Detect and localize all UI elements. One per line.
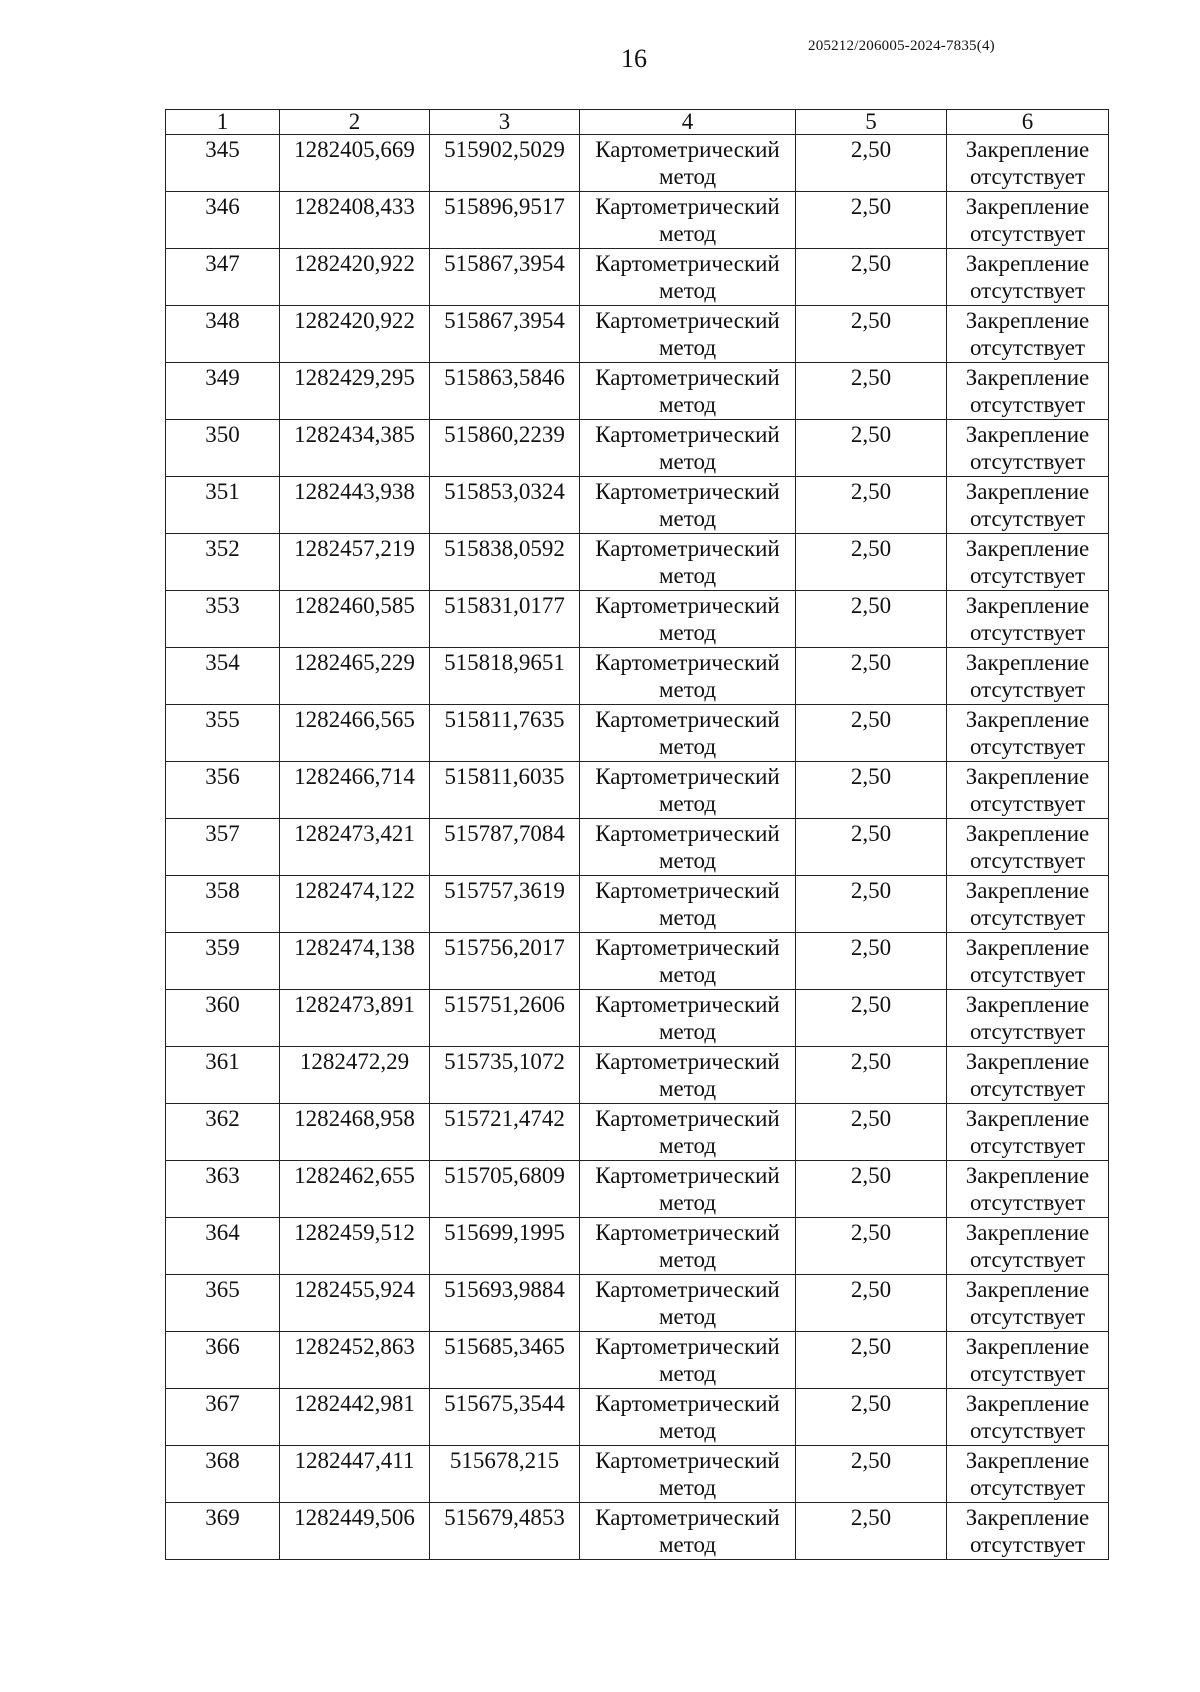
fixation-line-2: отсутствует [969, 1361, 1086, 1386]
fixation-line-2: отсутствует [969, 1019, 1086, 1044]
table-row [166, 1218, 1109, 1275]
accuracy-cell: 2,50 [796, 591, 947, 648]
accuracy-cell: 2,50 [796, 819, 947, 876]
accuracy-cell: 2,50 [796, 1446, 947, 1503]
point-number-cell: 366 [166, 1332, 280, 1389]
point-number-cell: 355 [166, 705, 280, 762]
method-line-1: Картометрический [595, 1163, 780, 1188]
x-coordinate-cell: 1282405,669 [280, 135, 430, 192]
x-coordinate-cell: 1282457,219 [280, 534, 430, 591]
fixation-line-1: Закрепление [965, 1163, 1090, 1188]
method-line-2: метод [658, 278, 717, 303]
accuracy-cell: 2,50 [796, 534, 947, 591]
method-cell [580, 1047, 796, 1104]
method-cell [580, 933, 796, 990]
y-coordinate-cell: 515735,1072 [430, 1047, 580, 1104]
x-coordinate-cell: 1282466,714 [280, 762, 430, 819]
table-row [166, 1275, 1109, 1332]
method-cell [580, 1446, 796, 1503]
method-line-2: метод [658, 164, 717, 189]
fixation-line-1: Закрепление [965, 308, 1090, 333]
x-coordinate-cell: 1282466,565 [280, 705, 430, 762]
table-row [166, 534, 1109, 591]
fixation-line-2: отсутствует [969, 506, 1086, 531]
page-number: 16 [621, 44, 647, 73]
table-header-row [166, 110, 1109, 135]
point-number-cell: 352 [166, 534, 280, 591]
method-cell [580, 420, 796, 477]
fixation-line-2: отсутствует [969, 1133, 1086, 1158]
y-coordinate-cell: 515756,2017 [430, 933, 580, 990]
method-line-2: метод [658, 1019, 717, 1044]
method-cell [580, 534, 796, 591]
y-coordinate-cell: 515721,4742 [430, 1104, 580, 1161]
table-row [166, 249, 1109, 306]
method-line-2: метод [658, 962, 717, 987]
fixation-cell [947, 990, 1109, 1047]
accuracy-cell: 2,50 [796, 990, 947, 1047]
fixation-line-1: Закрепление [965, 137, 1090, 162]
method-line-1: Картометрический [595, 536, 780, 561]
fixation-cell [947, 1047, 1109, 1104]
accuracy-cell: 2,50 [796, 1503, 947, 1560]
fixation-line-1: Закрепление [965, 707, 1090, 732]
method-cell [580, 876, 796, 933]
fixation-cell [947, 135, 1109, 192]
fixation-cell [947, 192, 1109, 249]
accuracy-cell: 2,50 [796, 1218, 947, 1275]
y-coordinate-cell: 515896,9517 [430, 192, 580, 249]
method-cell [580, 249, 796, 306]
table-row [166, 192, 1109, 249]
x-coordinate-cell: 1282443,938 [280, 477, 430, 534]
table-row [166, 477, 1109, 534]
fixation-line-2: отсутствует [969, 1190, 1086, 1215]
accuracy-cell: 2,50 [796, 420, 947, 477]
column-header: 1 [166, 110, 280, 135]
point-number-cell: 345 [166, 135, 280, 192]
point-number-cell: 356 [166, 762, 280, 819]
fixation-line-2: отсутствует [969, 278, 1086, 303]
method-cell [580, 1332, 796, 1389]
table-row [166, 1047, 1109, 1104]
column-header: 2 [280, 110, 430, 135]
method-line-2: метод [658, 335, 717, 360]
method-cell [580, 1104, 796, 1161]
table-row [166, 1389, 1109, 1446]
document-id: 205212/206005-2024-7835(4) [808, 38, 995, 54]
point-number-cell: 360 [166, 990, 280, 1047]
method-line-2: метод [658, 1475, 717, 1500]
fixation-cell [947, 819, 1109, 876]
method-line-1: Картометрический [595, 935, 780, 960]
point-number-cell: 358 [166, 876, 280, 933]
x-coordinate-cell: 1282452,863 [280, 1332, 430, 1389]
table-row [166, 1104, 1109, 1161]
table-row [166, 1446, 1109, 1503]
x-coordinate-cell: 1282473,421 [280, 819, 430, 876]
method-cell [580, 477, 796, 534]
x-coordinate-cell: 1282447,411 [280, 1446, 430, 1503]
fixation-cell [947, 1104, 1109, 1161]
fixation-line-1: Закрепление [965, 1334, 1090, 1359]
fixation-line-1: Закрепление [965, 821, 1090, 846]
x-coordinate-cell: 1282473,891 [280, 990, 430, 1047]
y-coordinate-cell: 515679,4853 [430, 1503, 580, 1560]
fixation-cell [947, 1446, 1109, 1503]
accuracy-cell: 2,50 [796, 1332, 947, 1389]
point-number-cell: 346 [166, 192, 280, 249]
method-cell [580, 990, 796, 1047]
method-line-2: метод [658, 620, 717, 645]
fixation-line-2: отсутствует [969, 221, 1086, 246]
method-line-1: Картометрический [595, 1448, 780, 1473]
table-row [166, 420, 1109, 477]
accuracy-cell: 2,50 [796, 135, 947, 192]
fixation-line-2: отсутствует [969, 1304, 1086, 1329]
method-line-1: Картометрический [595, 1505, 780, 1530]
table-row [166, 705, 1109, 762]
table-body [166, 135, 1109, 1560]
table-row [166, 933, 1109, 990]
y-coordinate-cell: 515757,3619 [430, 876, 580, 933]
fixation-cell [947, 1161, 1109, 1218]
fixation-line-2: отсутствует [969, 164, 1086, 189]
y-coordinate-cell: 515863,5846 [430, 363, 580, 420]
fixation-cell [947, 933, 1109, 990]
method-line-1: Картометрический [595, 194, 780, 219]
fixation-line-1: Закрепление [965, 1049, 1090, 1074]
fixation-line-1: Закрепление [965, 479, 1090, 504]
method-line-2: метод [658, 449, 717, 474]
point-number-cell: 354 [166, 648, 280, 705]
method-line-2: метод [658, 905, 717, 930]
fixation-line-1: Закрепление [965, 1277, 1090, 1302]
fixation-line-1: Закрепление [965, 650, 1090, 675]
y-coordinate-cell: 515811,7635 [430, 705, 580, 762]
method-line-2: метод [658, 734, 717, 759]
table-row [166, 306, 1109, 363]
method-line-2: метод [658, 1361, 717, 1386]
point-number-cell: 350 [166, 420, 280, 477]
method-line-2: метод [658, 1190, 717, 1215]
accuracy-cell: 2,50 [796, 192, 947, 249]
accuracy-cell: 2,50 [796, 1047, 947, 1104]
fixation-cell [947, 1332, 1109, 1389]
method-cell [580, 648, 796, 705]
table-row [166, 591, 1109, 648]
x-coordinate-cell: 1282455,924 [280, 1275, 430, 1332]
y-coordinate-cell: 515685,3465 [430, 1332, 580, 1389]
method-line-2: метод [658, 392, 717, 417]
point-number-cell: 365 [166, 1275, 280, 1332]
y-coordinate-cell: 515699,1995 [430, 1218, 580, 1275]
fixation-cell [947, 534, 1109, 591]
method-cell [580, 819, 796, 876]
point-number-cell: 362 [166, 1104, 280, 1161]
fixation-cell [947, 591, 1109, 648]
method-line-2: метод [658, 1247, 717, 1272]
method-line-2: метод [658, 848, 717, 873]
point-number-cell: 364 [166, 1218, 280, 1275]
table-row [166, 990, 1109, 1047]
x-coordinate-cell: 1282434,385 [280, 420, 430, 477]
table-row [166, 1332, 1109, 1389]
accuracy-cell: 2,50 [796, 933, 947, 990]
accuracy-cell: 2,50 [796, 705, 947, 762]
y-coordinate-cell: 515838,0592 [430, 534, 580, 591]
method-line-2: метод [658, 791, 717, 816]
x-coordinate-cell: 1282462,655 [280, 1161, 430, 1218]
accuracy-cell: 2,50 [796, 1161, 947, 1218]
y-coordinate-cell: 515693,9884 [430, 1275, 580, 1332]
method-line-1: Картометрический [595, 422, 780, 447]
x-coordinate-cell: 1282420,922 [280, 306, 430, 363]
point-number-cell: 361 [166, 1047, 280, 1104]
column-header: 4 [580, 110, 796, 135]
fixation-line-1: Закрепление [965, 1448, 1090, 1473]
table-row [166, 363, 1109, 420]
fixation-line-1: Закрепление [965, 1220, 1090, 1245]
accuracy-cell: 2,50 [796, 1389, 947, 1446]
method-line-1: Картометрический [595, 707, 780, 732]
x-coordinate-cell: 1282429,295 [280, 363, 430, 420]
y-coordinate-cell: 515811,6035 [430, 762, 580, 819]
fixation-line-2: отсутствует [969, 1418, 1086, 1443]
method-cell [580, 1161, 796, 1218]
method-cell [580, 135, 796, 192]
x-coordinate-cell: 1282408,433 [280, 192, 430, 249]
y-coordinate-cell: 515853,0324 [430, 477, 580, 534]
method-line-1: Картометрический [595, 1220, 780, 1245]
fixation-cell [947, 876, 1109, 933]
method-line-2: метод [658, 1133, 717, 1158]
method-line-1: Картометрический [595, 992, 780, 1017]
accuracy-cell: 2,50 [796, 306, 947, 363]
x-coordinate-cell: 1282442,981 [280, 1389, 430, 1446]
method-line-1: Картометрический [595, 137, 780, 162]
fixation-line-1: Закрепление [965, 1106, 1090, 1131]
fixation-cell [947, 1275, 1109, 1332]
coordinates-table [165, 109, 1109, 1560]
method-line-2: метод [658, 1418, 717, 1443]
fixation-line-1: Закрепление [965, 1391, 1090, 1416]
method-cell [580, 192, 796, 249]
fixation-cell [947, 1218, 1109, 1275]
fixation-line-2: отсутствует [969, 734, 1086, 759]
accuracy-cell: 2,50 [796, 876, 947, 933]
fixation-line-1: Закрепление [965, 593, 1090, 618]
accuracy-cell: 2,50 [796, 1275, 947, 1332]
y-coordinate-cell: 515787,7084 [430, 819, 580, 876]
point-number-cell: 367 [166, 1389, 280, 1446]
table-row [166, 1161, 1109, 1218]
fixation-line-2: отсутствует [969, 563, 1086, 588]
fixation-line-2: отсутствует [969, 1247, 1086, 1272]
point-number-cell: 348 [166, 306, 280, 363]
fixation-cell [947, 762, 1109, 819]
fixation-cell [947, 477, 1109, 534]
accuracy-cell: 2,50 [796, 477, 947, 534]
table-row [166, 135, 1109, 192]
point-number-cell: 368 [166, 1446, 280, 1503]
method-line-2: метод [658, 221, 717, 246]
point-number-cell: 363 [166, 1161, 280, 1218]
method-line-1: Картометрический [595, 1391, 780, 1416]
point-number-cell: 347 [166, 249, 280, 306]
fixation-line-1: Закрепление [965, 764, 1090, 789]
method-line-1: Картометрический [595, 1334, 780, 1359]
point-number-cell: 359 [166, 933, 280, 990]
method-line-2: метод [658, 1076, 717, 1101]
x-coordinate-cell: 1282460,585 [280, 591, 430, 648]
accuracy-cell: 2,50 [796, 762, 947, 819]
y-coordinate-cell: 515818,9651 [430, 648, 580, 705]
method-line-1: Картометрический [595, 1277, 780, 1302]
point-number-cell: 349 [166, 363, 280, 420]
fixation-line-1: Закрепление [965, 194, 1090, 219]
method-line-2: метод [658, 1304, 717, 1329]
y-coordinate-cell: 515751,2606 [430, 990, 580, 1047]
method-line-1: Картометрический [595, 365, 780, 390]
method-line-1: Картометрический [595, 878, 780, 903]
method-line-1: Картометрический [595, 821, 780, 846]
fixation-line-2: отсутствует [969, 848, 1086, 873]
accuracy-cell: 2,50 [796, 1104, 947, 1161]
point-number-cell: 369 [166, 1503, 280, 1560]
y-coordinate-cell: 515867,3954 [430, 306, 580, 363]
fixation-line-1: Закрепление [965, 365, 1090, 390]
method-cell [580, 762, 796, 819]
fixation-line-1: Закрепление [965, 992, 1090, 1017]
y-coordinate-cell: 515678,215 [430, 1446, 580, 1503]
y-coordinate-cell: 515867,3954 [430, 249, 580, 306]
accuracy-cell: 2,50 [796, 249, 947, 306]
y-coordinate-cell: 515902,5029 [430, 135, 580, 192]
method-cell [580, 1218, 796, 1275]
column-header: 5 [796, 110, 947, 135]
table-row [166, 762, 1109, 819]
accuracy-cell: 2,50 [796, 363, 947, 420]
point-number-cell: 357 [166, 819, 280, 876]
column-header: 3 [430, 110, 580, 135]
point-number-cell: 351 [166, 477, 280, 534]
fixation-line-1: Закрепление [965, 536, 1090, 561]
method-cell [580, 591, 796, 648]
column-header: 6 [947, 110, 1109, 135]
fixation-cell [947, 1503, 1109, 1560]
table-row [166, 648, 1109, 705]
method-line-1: Картометрический [595, 1049, 780, 1074]
fixation-cell [947, 363, 1109, 420]
fixation-line-2: отсутствует [969, 1532, 1086, 1557]
fixation-line-2: отсутствует [969, 335, 1086, 360]
fixation-cell [947, 1389, 1109, 1446]
x-coordinate-cell: 1282474,138 [280, 933, 430, 990]
method-line-2: метод [658, 563, 717, 588]
fixation-line-2: отсутствует [969, 791, 1086, 816]
y-coordinate-cell: 515705,6809 [430, 1161, 580, 1218]
fixation-line-2: отсутствует [969, 1076, 1086, 1101]
fixation-cell [947, 306, 1109, 363]
fixation-line-2: отсутствует [969, 962, 1086, 987]
fixation-cell [947, 249, 1109, 306]
fixation-cell [947, 648, 1109, 705]
method-cell [580, 1389, 796, 1446]
x-coordinate-cell: 1282474,122 [280, 876, 430, 933]
fixation-line-2: отсутствует [969, 392, 1086, 417]
fixation-line-1: Закрепление [965, 878, 1090, 903]
method-cell [580, 705, 796, 762]
x-coordinate-cell: 1282420,922 [280, 249, 430, 306]
y-coordinate-cell: 515675,3544 [430, 1389, 580, 1446]
method-cell [580, 363, 796, 420]
point-number-cell: 353 [166, 591, 280, 648]
method-line-2: метод [658, 506, 717, 531]
x-coordinate-cell: 1282465,229 [280, 648, 430, 705]
x-coordinate-cell: 1282459,512 [280, 1218, 430, 1275]
accuracy-cell: 2,50 [796, 648, 947, 705]
x-coordinate-cell: 1282449,506 [280, 1503, 430, 1560]
method-line-2: метод [658, 677, 717, 702]
y-coordinate-cell: 515831,0177 [430, 591, 580, 648]
method-line-1: Картометрический [595, 764, 780, 789]
method-line-1: Картометрический [595, 593, 780, 618]
fixation-line-2: отсутствует [969, 1475, 1086, 1500]
method-line-1: Картометрический [595, 251, 780, 276]
fixation-line-1: Закрепление [965, 935, 1090, 960]
fixation-cell [947, 420, 1109, 477]
method-line-1: Картометрический [595, 308, 780, 333]
x-coordinate-cell: 1282472,29 [280, 1047, 430, 1104]
fixation-line-1: Закрепление [965, 422, 1090, 447]
method-line-2: метод [658, 1532, 717, 1557]
fixation-cell [947, 705, 1109, 762]
table-row [166, 876, 1109, 933]
fixation-line-2: отсутствует [969, 677, 1086, 702]
x-coordinate-cell: 1282468,958 [280, 1104, 430, 1161]
table-row [166, 819, 1109, 876]
table-row [166, 1503, 1109, 1560]
fixation-line-2: отсутствует [969, 449, 1086, 474]
fixation-line-1: Закрепление [965, 1505, 1090, 1530]
fixation-line-2: отсутствует [969, 620, 1086, 645]
method-line-1: Картометрический [595, 1106, 780, 1131]
method-cell [580, 1275, 796, 1332]
method-cell [580, 1503, 796, 1560]
method-line-1: Картометрический [595, 479, 780, 504]
y-coordinate-cell: 515860,2239 [430, 420, 580, 477]
fixation-line-1: Закрепление [965, 251, 1090, 276]
method-cell [580, 306, 796, 363]
method-line-1: Картометрический [595, 650, 780, 675]
fixation-line-2: отсутствует [969, 905, 1086, 930]
